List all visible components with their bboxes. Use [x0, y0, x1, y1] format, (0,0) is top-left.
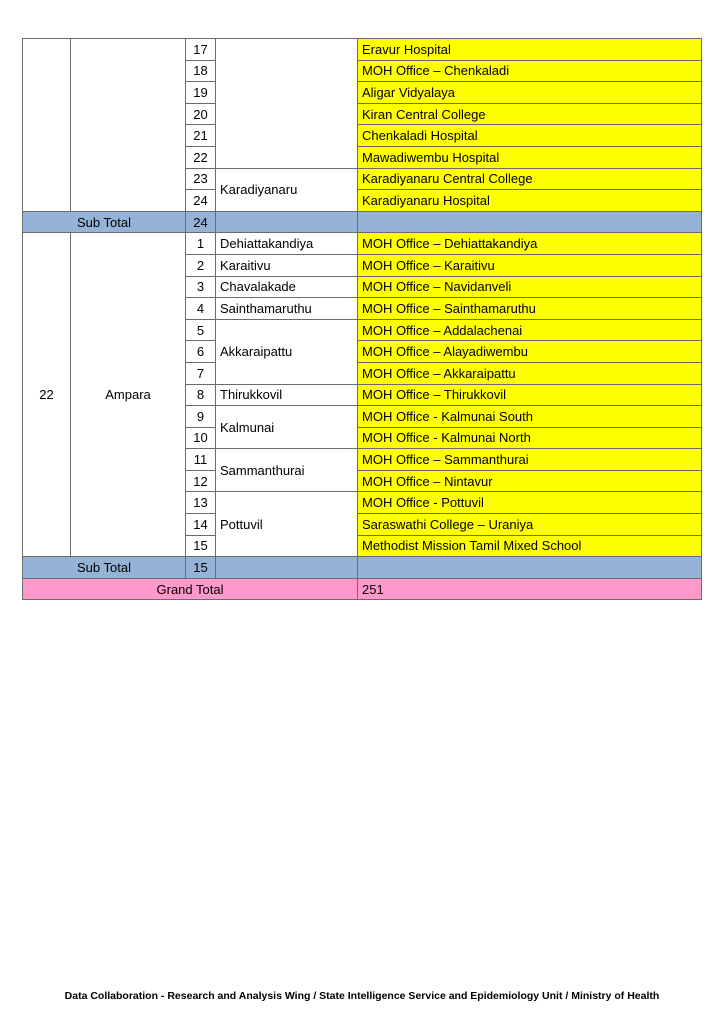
venue-cell: MOH Office - Kalmunai North	[358, 427, 702, 449]
district-no-cell: 22	[23, 233, 71, 557]
row-number: 22	[186, 146, 216, 168]
moh-area-cell: Thirukkovil	[216, 384, 358, 406]
venue-cell: Saraswathi College – Uraniya	[358, 514, 702, 536]
page-footer: Data Collaboration - Research and Analysis Wing / State Intelligence Service and Epidemiology Unit / Ministry of Health	[64, 990, 660, 1002]
moh-area-cell: Kalmunai	[216, 406, 358, 449]
venue-cell: MOH Office - Pottuvil	[358, 492, 702, 514]
venue-cell: Eravur Hospital	[358, 39, 702, 61]
row-number: 7	[186, 362, 216, 384]
moh-area-cell: Sainthamaruthu	[216, 298, 358, 320]
venue-cell: Aligar Vidyalaya	[358, 82, 702, 104]
venue-cell: MOH Office – Chenkaladi	[358, 60, 702, 82]
vaccination-centres-table	[22, 38, 702, 600]
moh-area-cell: Sammanthurai	[216, 449, 358, 492]
table-row	[23, 39, 702, 61]
row-number: 1	[186, 233, 216, 255]
venue-cell: MOH Office – Akkaraipattu	[358, 362, 702, 384]
subtotal-empty-cell	[358, 211, 702, 233]
subtotal-value: 15	[186, 557, 216, 579]
row-number: 9	[186, 406, 216, 428]
row-number: 13	[186, 492, 216, 514]
venue-cell: MOH Office – Karaitivu	[358, 254, 702, 276]
row-number: 2	[186, 254, 216, 276]
district-name-cell	[71, 39, 186, 212]
venue-cell: MOH Office - Kalmunai South	[358, 406, 702, 428]
grand-total-label: Grand Total	[23, 578, 358, 600]
district-no-cell	[23, 39, 71, 212]
venue-cell: MOH Office – Alayadiwembu	[358, 341, 702, 363]
row-number: 17	[186, 39, 216, 61]
subtotal-label: Sub Total	[23, 211, 186, 233]
venue-cell: Karadiyanaru Hospital	[358, 190, 702, 212]
subtotal-value: 24	[186, 211, 216, 233]
row-number: 15	[186, 535, 216, 557]
subtotal-empty-cell	[216, 211, 358, 233]
row-number: 4	[186, 298, 216, 320]
venue-cell: MOH Office – Thirukkovil	[358, 384, 702, 406]
moh-area-cell	[216, 39, 358, 169]
row-number: 8	[186, 384, 216, 406]
subtotal-row	[23, 557, 702, 579]
venue-cell: Mawadiwembu Hospital	[358, 146, 702, 168]
venue-cell: MOH Office – Dehiattakandiya	[358, 233, 702, 255]
venue-cell: MOH Office – Addalachenai	[358, 319, 702, 341]
row-number: 5	[186, 319, 216, 341]
row-number: 14	[186, 514, 216, 536]
row-number: 10	[186, 427, 216, 449]
venue-cell: Kiran Central College	[358, 103, 702, 125]
venue-cell: MOH Office – Sammanthurai	[358, 449, 702, 471]
table-row	[23, 233, 702, 255]
subtotal-row	[23, 211, 702, 233]
moh-area-cell: Chavalakade	[216, 276, 358, 298]
moh-area-cell: Karaitivu	[216, 254, 358, 276]
row-number: 23	[186, 168, 216, 190]
venue-cell: MOH Office – Sainthamaruthu	[358, 298, 702, 320]
row-number: 11	[186, 449, 216, 471]
row-number: 19	[186, 82, 216, 104]
venue-cell: MOH Office – Navidanveli	[358, 276, 702, 298]
moh-area-cell: Akkaraipattu	[216, 319, 358, 384]
row-number: 12	[186, 470, 216, 492]
subtotal-label: Sub Total	[23, 557, 186, 579]
row-number: 3	[186, 276, 216, 298]
row-number: 21	[186, 125, 216, 147]
grand-total-value: 251	[358, 578, 702, 600]
subtotal-empty-cell	[216, 557, 358, 579]
row-number: 18	[186, 60, 216, 82]
venue-cell: MOH Office – Nintavur	[358, 470, 702, 492]
row-number: 20	[186, 103, 216, 125]
venue-cell: Karadiyanaru Central College	[358, 168, 702, 190]
subtotal-empty-cell	[358, 557, 702, 579]
grand-total-row	[23, 578, 702, 600]
moh-area-cell: Karadiyanaru	[216, 168, 358, 211]
row-number: 24	[186, 190, 216, 212]
row-number: 6	[186, 341, 216, 363]
moh-area-cell: Dehiattakandiya	[216, 233, 358, 255]
moh-area-cell: Pottuvil	[216, 492, 358, 557]
venue-cell: Methodist Mission Tamil Mixed School	[358, 535, 702, 557]
district-name-cell: Ampara	[71, 233, 186, 557]
venue-cell: Chenkaladi Hospital	[358, 125, 702, 147]
